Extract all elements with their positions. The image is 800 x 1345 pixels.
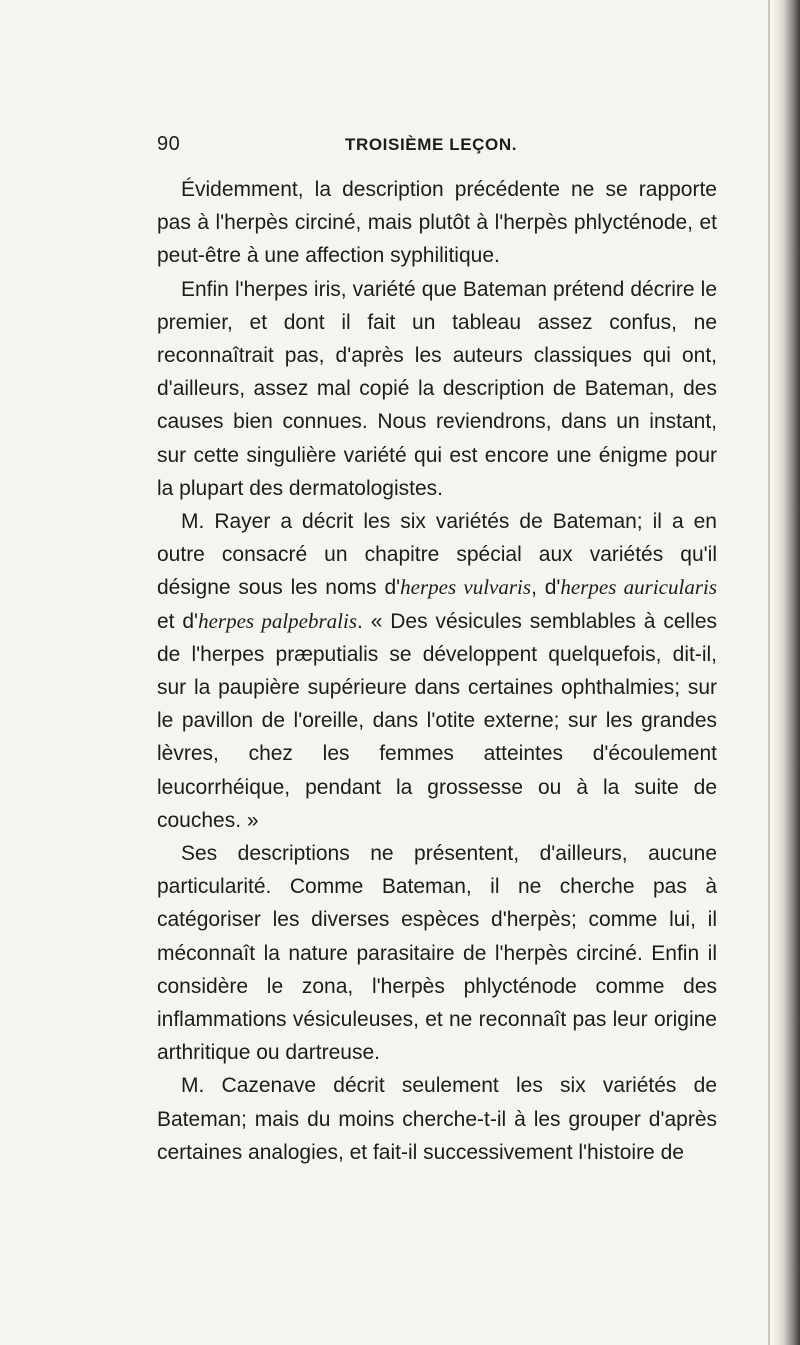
- text-segment: , d': [531, 576, 561, 600]
- text-segment: et d': [157, 609, 199, 633]
- paragraph-text: [157, 842, 717, 1064]
- paragraph-text: [157, 178, 717, 267]
- paragraph-1: [157, 173, 717, 273]
- paragraph-text: [157, 1074, 717, 1163]
- text-segment: M. Cazenave décrit seulement les six variétés de Bateman; mais du moins cherche-t-il à les grouper d'après certaines analogies, et fait-il successivement l'histoire de: [157, 1074, 717, 1164]
- text-segment: M. Rayer a décrit les six variétés de Bateman; il a en outre consacré un chapitre spécial aux variétés qu'il désigne sous les noms d': [157, 510, 717, 600]
- page-number: 90: [157, 133, 181, 155]
- paragraph-4: [157, 837, 717, 1069]
- text-segment: Ses descriptions ne présentent, d'ailleurs, aucune particularité. Comme Bateman, il ne cherche pas à catégoriser les diverses espèces d'herpès; comme lui, il méconnaît la nature parasitaire de l'herpès circiné. Enfin il considère le zona, l'herpès phlycténode comme des inflammations vésiculeuses, et ne reconnaît pas leur origine arthritique ou dartreuse.: [157, 842, 717, 1065]
- paragraph-text: [157, 510, 717, 832]
- paragraph-3: [157, 505, 717, 837]
- body-text: [157, 173, 717, 1169]
- page-header: [157, 133, 717, 163]
- text-segment: Évidemment, la description précédente ne se rapporte pas à l'herpès circiné, mais plutôt à l'herpès phlycténode, et peut-être à une affection syphilitique.: [157, 178, 717, 268]
- running-title: TROISIÈME LEÇON.: [345, 135, 518, 154]
- italic-term: herpes vulvaris: [400, 575, 532, 600]
- paragraph-text: [157, 278, 717, 500]
- paragraph-2: [157, 273, 717, 505]
- italic-term: herpes auricularis: [560, 575, 717, 600]
- paragraph-5: [157, 1069, 717, 1169]
- page-edge: [774, 0, 800, 1345]
- page-fold-shadow: [768, 0, 770, 1345]
- text-segment: Enfin l'herpes iris, variété que Bateman prétend décrire le premier, et dont il fait un tableau assez confus, ne reconnaîtrait pas, d'après les auteurs classiques qui ont, d'ailleurs, assez mal copié la description de Bateman, des causes bien connues. Nous reviendrons, dans un instant, sur cette singulière variété qui est encore une énigme pour la plupart des dermatologistes.: [157, 277, 717, 500]
- italic-term: herpes palpebralis: [198, 608, 358, 633]
- text-segment: . « Des vésicules semblables à celles de l'herpes præputialis se développent quelquefois, dit-il, sur la paupière supérieure dans certaines ophthalmies; sur le pavillon de l'oreille, dans l'otite externe; sur les grandes lèvres, chez les femmes atteintes d'écoulement leucorrhéique, pendant la grossesse ou à la suite de couches. »: [157, 609, 718, 832]
